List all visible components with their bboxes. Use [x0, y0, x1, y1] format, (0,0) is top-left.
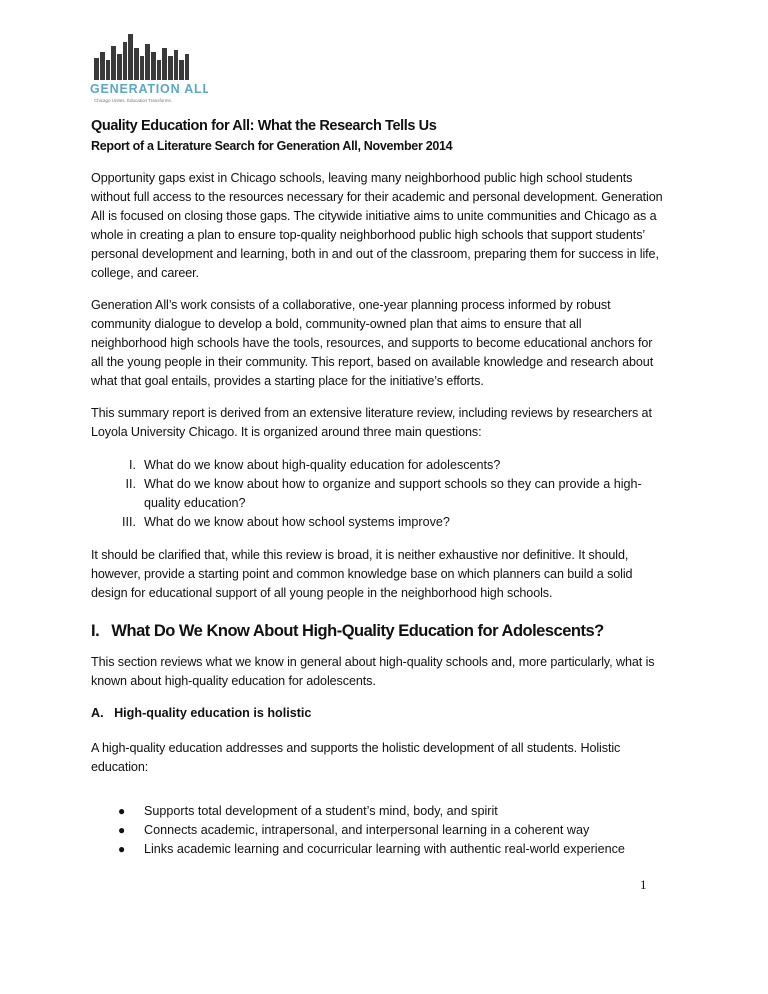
text-line: all the young people in their community. This report, based on available knowledge and research about [91, 355, 654, 369]
text-line: community dialogue to develop a bold, community-owned plan that aims to ensure that all [91, 317, 582, 331]
text-line: Opportunity gaps exist in Chicago schools, leaving many neighborhood public high school students [91, 171, 633, 185]
text-line: All is focused on closing those gaps. The citywide initiative aims to unite communities and Chicago as a [91, 209, 657, 223]
text-line: personal development and learning, both in and out of the classroom, preparing them for success in life, [91, 247, 659, 261]
text-line: This section reviews what we know in general about high-quality schools and, more particularly, what is [91, 655, 655, 669]
page-number: 1 [640, 877, 647, 892]
text-line: design for educational support of all young people in the neighborhood high schools. [91, 586, 553, 600]
svg-text:GENERATION ALL: GENERATION ALL [90, 82, 208, 96]
bullet-icon: ● [118, 842, 126, 856]
text-line: Generation All’s work consists of a collaborative, one-year planning process informed by robust [91, 298, 611, 312]
section-intro [91, 653, 654, 691]
document-subtitle: Report of a Literature Search for Generation All, November 2014 [91, 139, 453, 153]
subsection-heading: A. High-quality education is holistic [91, 706, 312, 720]
section-heading: I. What Do We Know About High-Quality Education for Adolescents? [91, 622, 604, 640]
bullet-item: Supports total development of a student’s mind, body, and spirit [144, 804, 498, 818]
list-number: I. [129, 458, 136, 472]
generation-all-logo [88, 30, 208, 114]
questions-list [0, 456, 768, 536]
text-line: college, and career. [91, 266, 199, 280]
document-title: Quality Education for All: What the Research Tells Us [91, 118, 437, 134]
bullet-item: Links academic learning and cocurricular learning with authentic real-world experience [144, 842, 625, 856]
text-line: education: [91, 760, 149, 774]
subsection-intro [91, 739, 620, 777]
bullet-item: Connects academic, intrapersonal, and interpersonal learning in a coherent way [144, 823, 590, 837]
text-line: neighborhood high schools have the tools, resources, and supports to become educational anchors for [91, 336, 653, 350]
bullet-icon: ● [118, 804, 126, 818]
text-line: whole in creating a plan to ensure top-quality neighborhood public high schools that support students’ [91, 228, 646, 242]
list-number: II. [125, 477, 136, 491]
text-line: It should be clarified that, while this review is broad, it is neither exhaustive nor definitive. It should, [91, 548, 629, 562]
paragraph-4 [91, 546, 632, 603]
paragraph-2 [91, 296, 653, 391]
text-line: Loyola University Chicago. It is organized around three main questions: [91, 425, 482, 439]
bullet-icon: ● [118, 823, 126, 837]
list-item-continuation: quality education? [144, 496, 246, 510]
paragraph-3 [91, 404, 652, 442]
list-item: What do we know about how to organize and support schools so they can provide a high- [144, 477, 642, 491]
list-number: III. [122, 515, 136, 529]
list-item: What do we know about high-quality education for adolescents? [144, 458, 501, 472]
text-line: This summary report is derived from an extensive literature review, including reviews by researchers at [91, 406, 652, 420]
paragraph-1 [91, 169, 663, 283]
svg-text:Chicago Unites. Education Tran: Chicago Unites. Education Transforms. [94, 98, 173, 103]
text-line: known about high-quality education for adolescents. [91, 674, 376, 688]
text-line: without full access to the resources necessary for their academic and personal development. Generation [91, 190, 663, 204]
text-line: A high-quality education addresses and supports the holistic development of all students. Holistic [91, 741, 621, 755]
text-line: however, provide a starting point and common knowledge base on which planners can build a solid [91, 567, 633, 581]
text-line: what that goal entails, provides a starting place for the initiative’s efforts. [91, 374, 484, 388]
bullet-list [0, 802, 768, 862]
list-item: What do we know about how school systems improve? [144, 515, 450, 529]
